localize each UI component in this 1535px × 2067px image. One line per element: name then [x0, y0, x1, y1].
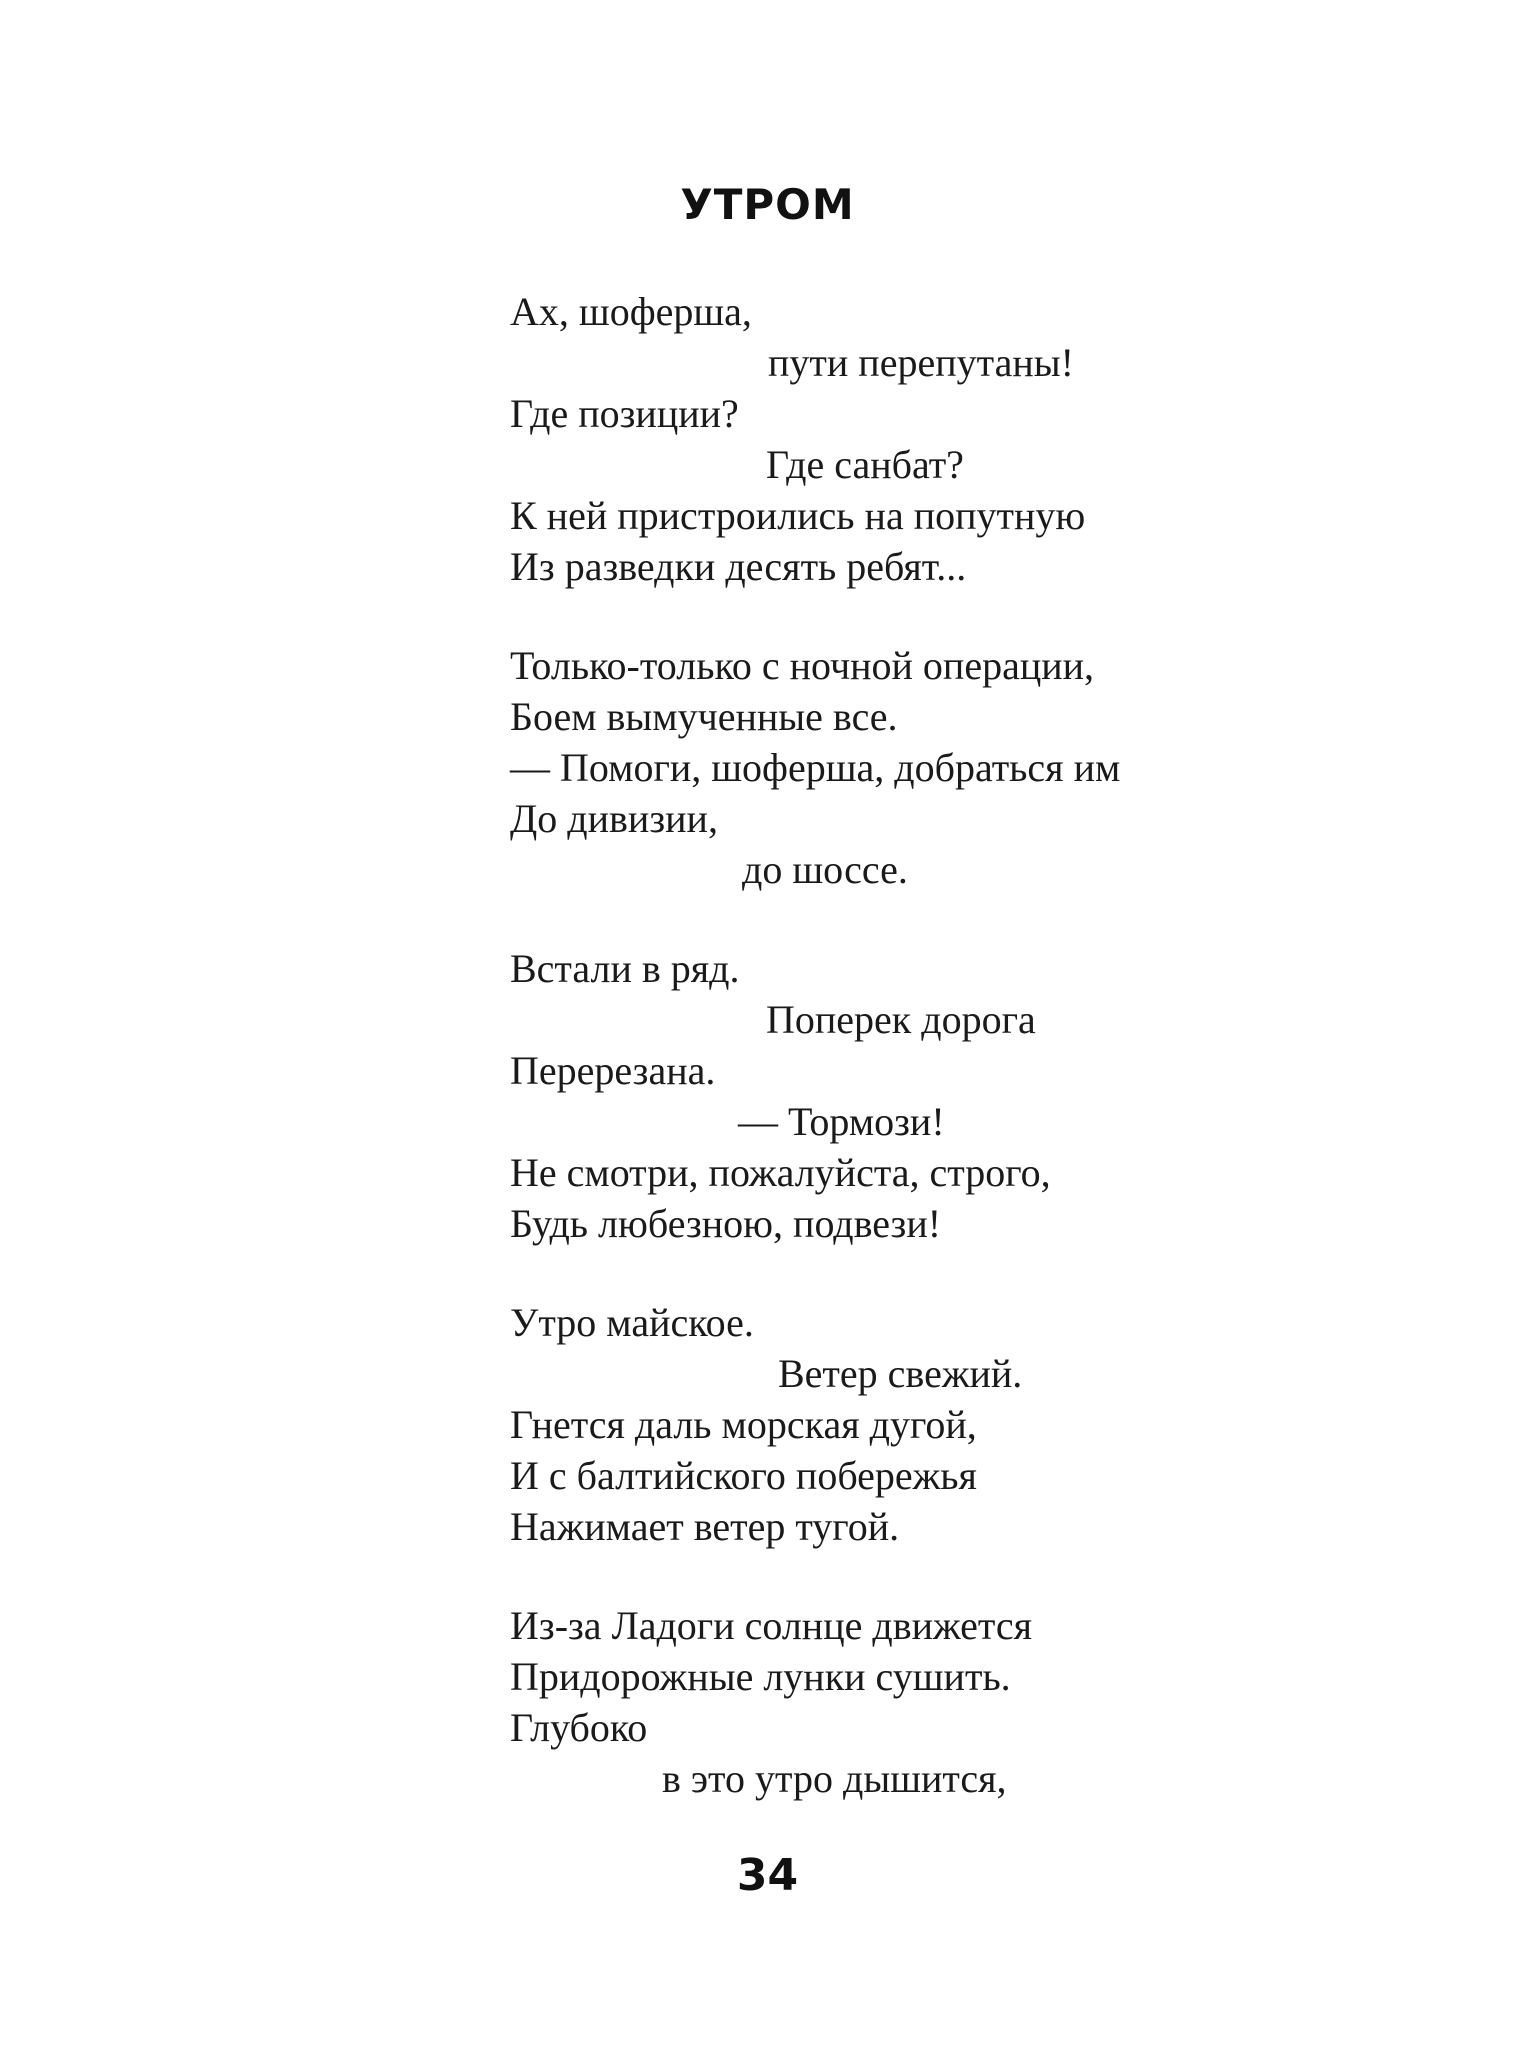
- poem-line: Из-за Ладоги солнце движется: [510, 1603, 1032, 1648]
- poem-line: И с балтийского побережья: [510, 1453, 977, 1498]
- stanza: [510, 286, 1310, 592]
- poem-line: пути перепутаны!: [768, 340, 1074, 385]
- poem-line: Нажимает ветер тугой.: [510, 1504, 900, 1549]
- stanza: [510, 1297, 1310, 1552]
- poem-line: До дивизии,: [510, 796, 718, 841]
- poem-line: Где санбат?: [766, 442, 964, 487]
- poem-body: [510, 286, 1310, 1852]
- poem-line: Будь любезною, подвези!: [510, 1201, 942, 1246]
- poem-line: Гнется даль морская дугой,: [510, 1402, 977, 1447]
- poem-title: УТРОМ: [680, 180, 855, 229]
- poem-line: до шоссе.: [742, 847, 908, 892]
- poem-line: Утро майское.: [510, 1300, 754, 1345]
- poem-line: К ней пристроились на попутную: [510, 493, 1086, 538]
- poem-line: Встали в ряд.: [510, 946, 740, 991]
- poem-line: Где позиции?: [510, 391, 739, 436]
- poem-line: Глубоко: [510, 1705, 648, 1750]
- poem-line: Перерезана.: [510, 1048, 716, 1093]
- poem-line: Придорожные лунки сушить.: [510, 1654, 1011, 1699]
- poem-line: Только-только с ночной операции,: [510, 643, 1095, 688]
- poem-line: — Помоги, шоферша, добраться им: [510, 745, 1121, 790]
- stanza: [510, 640, 1310, 895]
- poem-line: Боем вымученные все.: [510, 694, 898, 739]
- stanza: [510, 1600, 1310, 1804]
- stanza: [510, 943, 1310, 1249]
- poem-line: Ветер свежий.: [778, 1351, 1023, 1396]
- poem-line: — Тормози!: [738, 1099, 945, 1144]
- poem-line: Поперек дорога: [766, 997, 1036, 1042]
- poem-line: в это утро дышится,: [662, 1756, 1007, 1801]
- page-number: 34: [736, 1850, 799, 1901]
- poem-line: Не смотри, пожалуйста, строго,: [510, 1150, 1051, 1195]
- poem-line: Ах, шоферша,: [510, 289, 752, 334]
- poem-line: Из разведки десять ребят...: [510, 544, 967, 589]
